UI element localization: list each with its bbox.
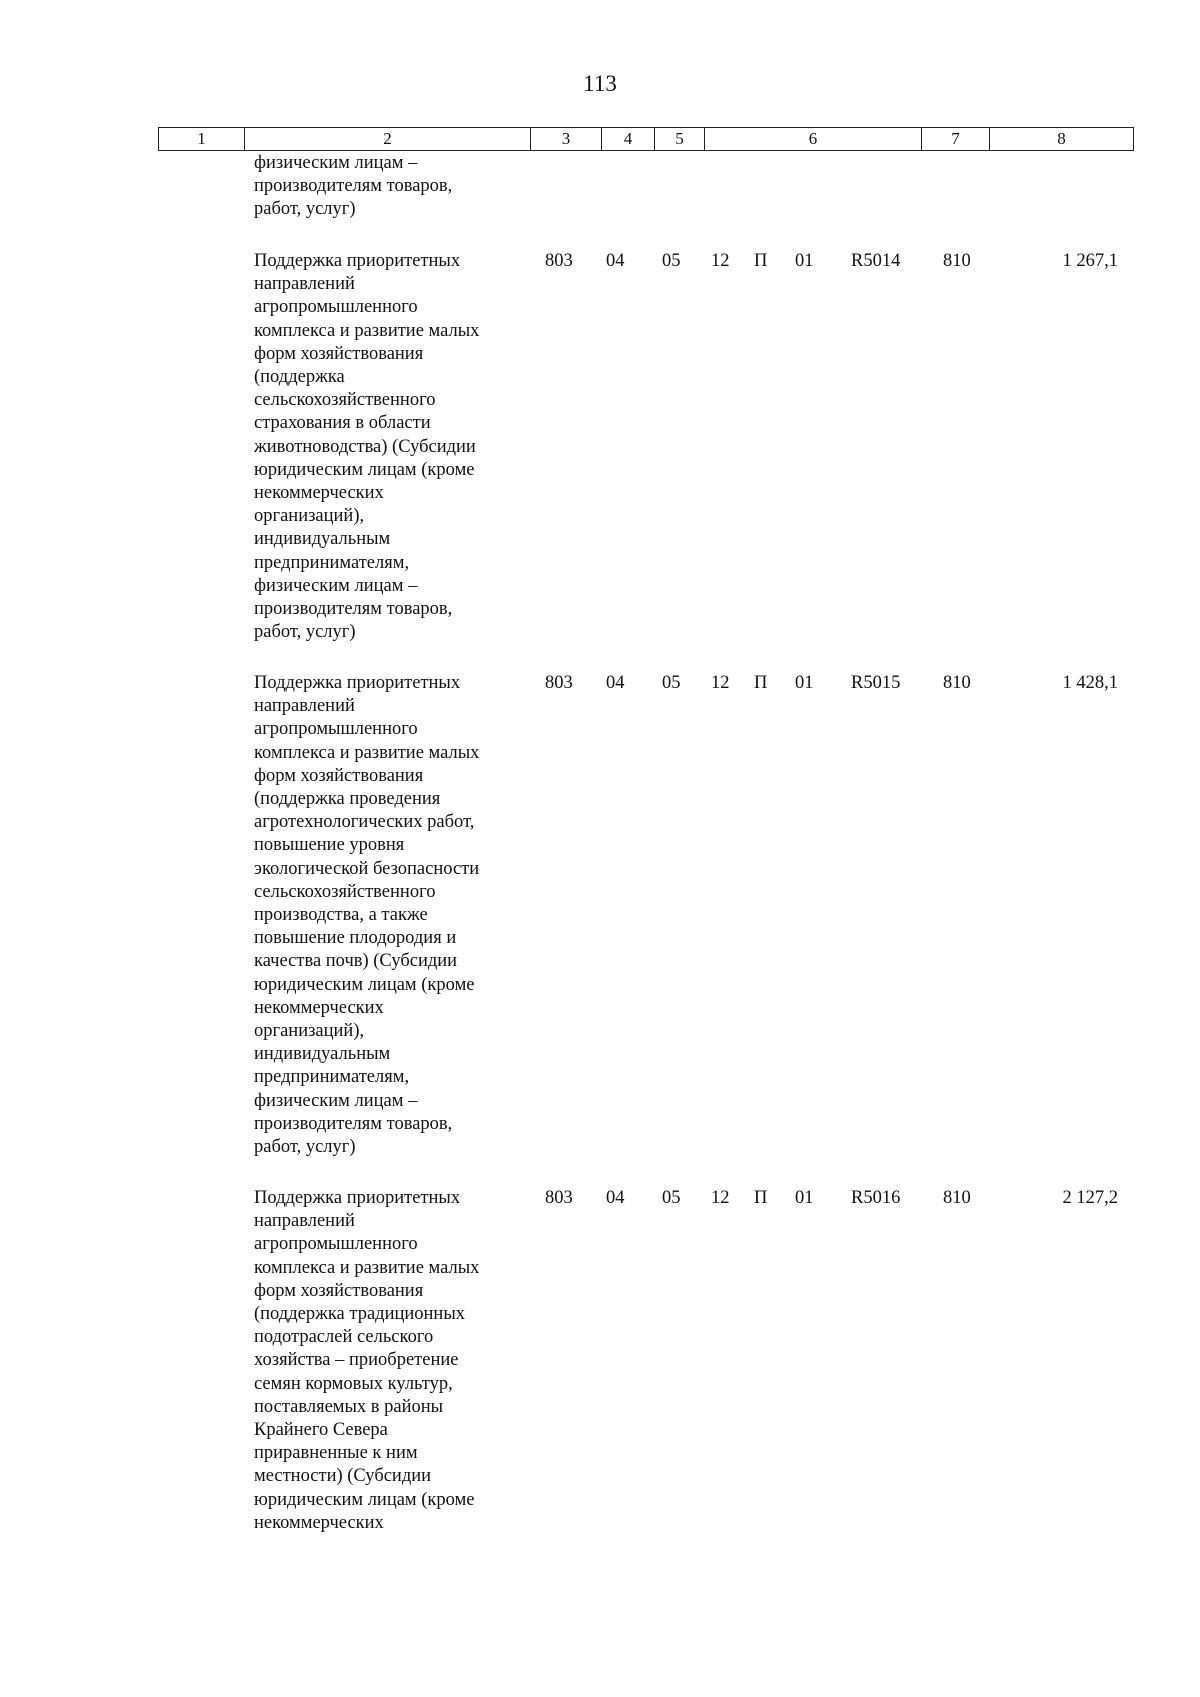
column-header-2: 2: [245, 128, 531, 151]
column-header-8: 8: [990, 128, 1134, 151]
page-number: 113: [583, 71, 617, 96]
row-event-code: R5016: [851, 1188, 901, 1208]
column-header-3: 3: [531, 128, 602, 151]
row-section-code: 04: [606, 251, 625, 271]
row-event-code: R5015: [851, 673, 901, 693]
row-amount: 1 267,1: [1062, 251, 1118, 271]
row-section-code: 04: [606, 673, 625, 693]
row-subprogram-code: П: [754, 673, 768, 693]
row-ministry-code: 803: [545, 251, 573, 271]
row-amount: 2 127,2: [1062, 1188, 1118, 1208]
column-header-table: [158, 127, 1134, 151]
row-expense-type: 810: [943, 673, 971, 693]
column-header-row: [159, 128, 1134, 151]
row-event-code: R5014: [851, 251, 901, 271]
row-section-code: 04: [606, 1188, 625, 1208]
row-subsection-code: 05: [662, 1188, 681, 1208]
column-header-7: 7: [922, 128, 990, 151]
continuation-text: физическим лицам – производителям товаров, работ, услуг): [254, 153, 453, 220]
row-expense-type: 810: [943, 251, 971, 271]
row-subsection-code: 05: [662, 673, 681, 693]
row-description: Поддержка приоритетных направлений агропромышленного комплекса и развитие малых форм хозяйствования (поддержка традиционных подотраслей сельского хозяйства – приобретение семян кормовых культур, поставляемых в районы Крайнего Севера приравненные к ним местности) (Субсидии юридическим лицам (кроме некоммерческих: [254, 1188, 480, 1533]
row-ministry-code: 803: [545, 1188, 573, 1208]
row-direction-code: 01: [795, 1188, 814, 1208]
row-direction-code: 01: [795, 673, 814, 693]
row-description: Поддержка приоритетных направлений агропромышленного комплекса и развитие малых форм хозяйствования (поддержка сельскохозяйственного страхования в области животноводства) (Субсидии юридическим лицам (кроме некоммерческих организаций), индивидуальным предпринимателям, физическим лицам – производителям товаров, работ, услуг): [254, 251, 480, 643]
row-subsection-code: 05: [662, 251, 681, 271]
row-description: Поддержка приоритетных направлений агропромышленного комплекса и развитие малых форм хозяйствования (поддержка проведения агротехнологических работ, повышение уровня экологической безопасности сельскохозяйственного производства, а также повышение плодородия и качества почв) (Субсидии юридическим лицам (кроме некоммерческих организаций), индивидуальным предпринимателям, физическим лицам – производителям товаров, работ, услуг): [254, 673, 480, 1158]
row-subprogram-code: П: [754, 251, 768, 271]
column-header-1: 1: [159, 128, 245, 151]
column-header-5: 5: [655, 128, 705, 151]
row-ministry-code: 803: [545, 673, 573, 693]
row-program-code: 12: [711, 1188, 730, 1208]
row-subprogram-code: П: [754, 1188, 768, 1208]
column-header-6: 6: [705, 128, 922, 151]
row-expense-type: 810: [943, 1188, 971, 1208]
column-header-4: 4: [602, 128, 655, 151]
row-program-code: 12: [711, 673, 730, 693]
row-program-code: 12: [711, 251, 730, 271]
row-amount: 1 428,1: [1062, 673, 1118, 693]
row-direction-code: 01: [795, 251, 814, 271]
